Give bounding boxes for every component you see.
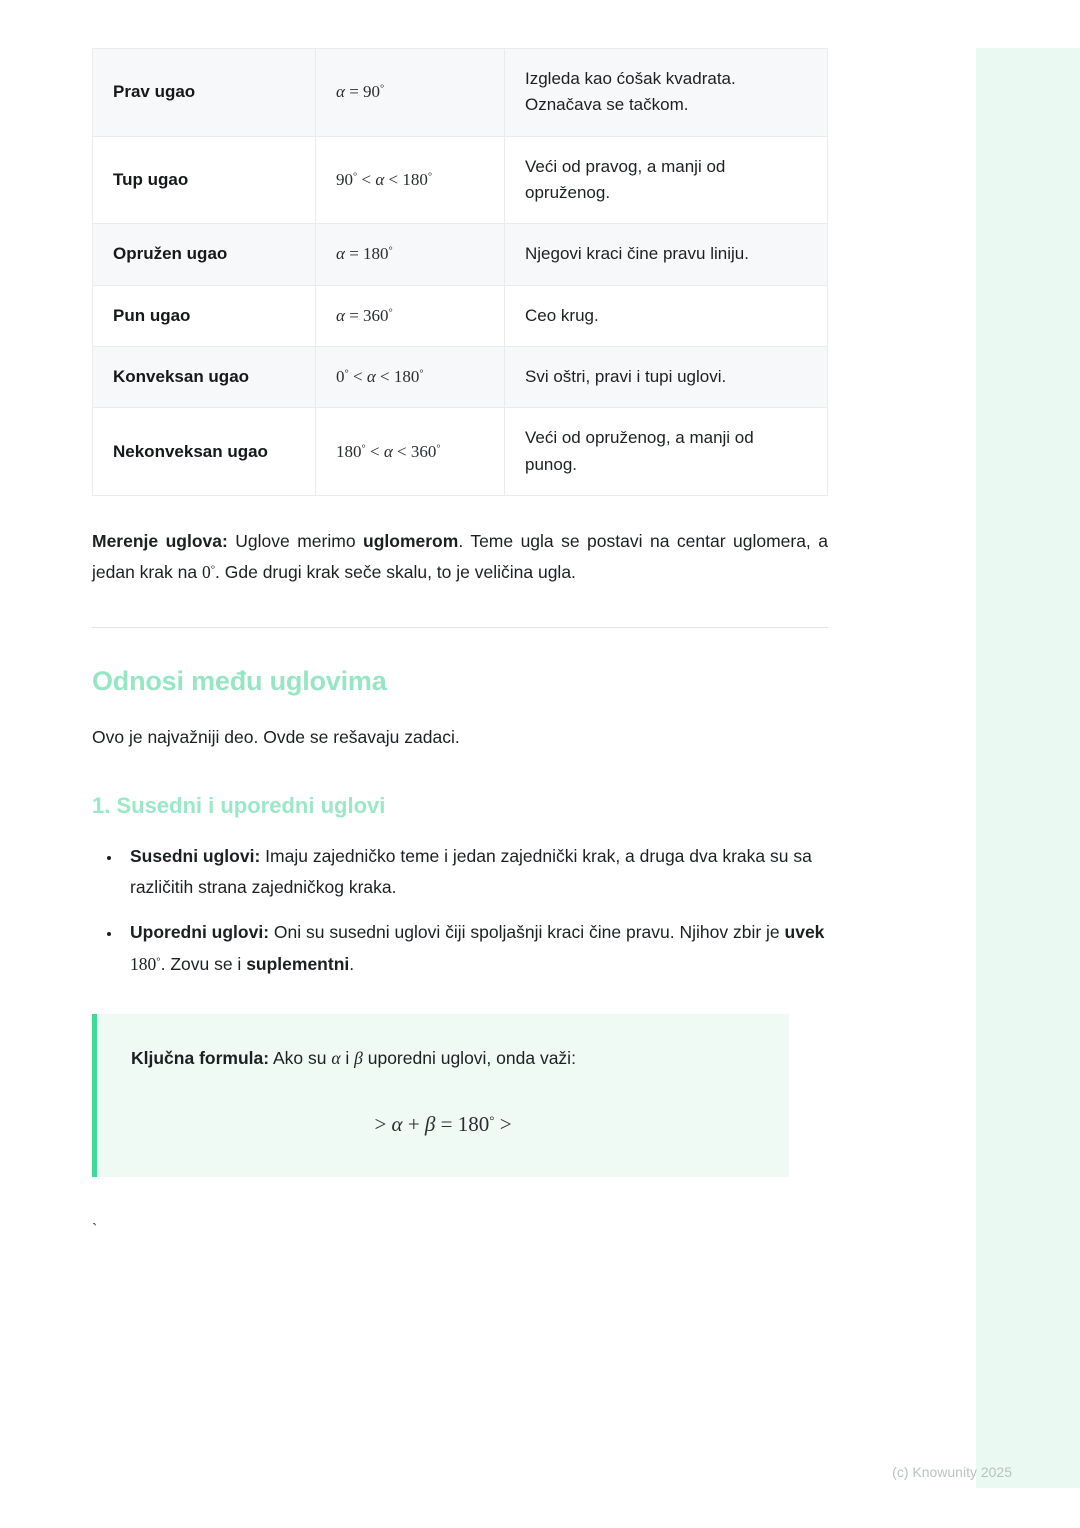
callout-lead <box>131 1044 755 1072</box>
table-row <box>93 224 828 285</box>
key-formula-callout <box>92 1014 789 1177</box>
document-content <box>92 48 828 1239</box>
angle-description: Ceo krug. <box>505 285 828 346</box>
measuring-bold1: uglomerom <box>363 531 459 552</box>
copyright-footer: (c) Knowunity 2025 <box>892 1464 1012 1480</box>
callout-text: Ako su α i β uporedni uglovi, onda važi: <box>269 1047 576 1068</box>
table-row <box>93 285 828 346</box>
angle-description: Svi oštri, pravi i tupi uglovi. <box>505 347 828 408</box>
angle-description: Izgleda kao ćošak kvadrata. Označava se tačkom. <box>505 49 828 137</box>
measuring-part3: . Gde drugi krak seče skalu, to je veličina ugla. <box>215 561 576 582</box>
measuring-paragraph <box>92 526 828 587</box>
angle-symbol: α = 90° <box>316 49 505 137</box>
angle-symbol: α = 180° <box>316 224 505 285</box>
callout-formula: > α + β = 180° > <box>374 1111 512 1136</box>
angle-name: Nekonveksan ugao <box>93 408 316 496</box>
angle-description: Veći od opruženog, a manji od punog. <box>505 408 828 496</box>
list-item <box>122 841 828 903</box>
angle-description: Veći od pravog, a manji od opruženog. <box>505 136 828 224</box>
section-title: Odnosi među uglovima <box>92 666 387 697</box>
list-item-text2: . Zovu se i <box>160 953 247 974</box>
list-item <box>122 917 828 979</box>
list-item-emph: uvek <box>784 922 825 943</box>
list-item-term: Uporedni uglovi: <box>130 922 270 943</box>
angle-name: Pun ugao <box>93 285 316 346</box>
list-item-term: Susedni uglovi: <box>130 846 261 867</box>
measuring-label: Merenje uglova: <box>92 531 228 552</box>
angle-symbol: 90° < α < 180° <box>316 136 505 224</box>
list-item-text: Imaju zajedničko teme i jedan zajednički krak, a druga dva kraka su sa različitih strana zajedničkog kraka. <box>130 846 812 898</box>
list-item-text3: . <box>349 953 355 974</box>
measuring-part1: Uglove merimo <box>227 531 364 552</box>
callout-label: Ključna formula: <box>131 1047 270 1068</box>
angle-symbol: 180° < α < 360° <box>316 408 505 496</box>
angle-types-table <box>92 48 828 496</box>
concept-list <box>92 841 828 980</box>
angle-symbol: α = 360° <box>316 285 505 346</box>
angle-symbol: 0° < α < 180° <box>316 347 505 408</box>
angle-name: Opružen ugao <box>93 224 316 285</box>
angle-name: Prav ugao <box>93 49 316 137</box>
angle-name: Konveksan ugao <box>93 347 316 408</box>
angle-name: Tup ugao <box>93 136 316 224</box>
table-row <box>93 49 828 137</box>
measuring-part2: . Teme ugla se postavi na centar uglomera, a jedan krak na <box>92 531 828 582</box>
right-edge-band <box>976 48 1080 1488</box>
table-row <box>93 408 828 496</box>
stray-backtick: ` <box>92 1220 98 1238</box>
list-item-emph2: suplementni <box>246 953 350 974</box>
table-row <box>93 347 828 408</box>
section-divider <box>92 627 828 628</box>
list-item-value: 180° <box>130 953 161 974</box>
list-item-text: Oni su susedni uglovi čiji spoljašnji kraci čine pravu. Njihov zbir je <box>269 922 785 943</box>
subsection-title: 1. Susedni i uporedni uglovi <box>92 793 386 819</box>
measuring-value: 0° <box>201 561 216 582</box>
angle-description: Njegovi kraci čine pravu liniju. <box>505 224 828 285</box>
section-lead: Ovo je najvažniji deo. Ovde se rešavaju zadaci. <box>92 727 460 748</box>
table-row <box>93 136 828 224</box>
